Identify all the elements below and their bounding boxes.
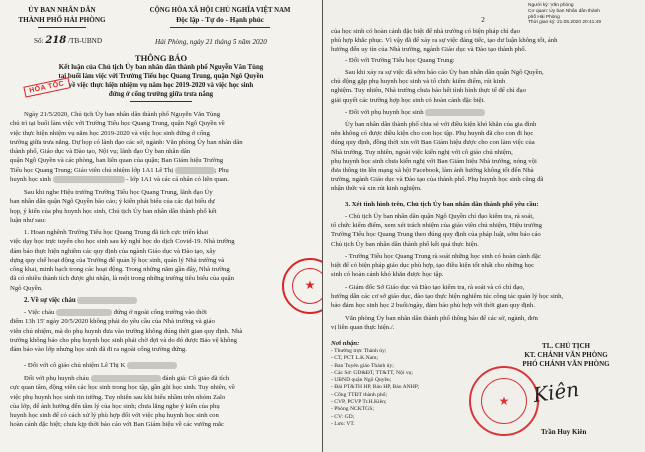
school-line: nghiệm. Tuy nhiên, Nhà trường chưa báo hết tình hình thực tế để chỉ đạo xyxy=(331,87,526,95)
sign-note-line: Thời gian ký: 21.05.2020 20:41:49 xyxy=(528,20,602,26)
section-2c-line: của lớp, để ảnh hưởng đến tâm lý của học sinh; chưa lắng nghe ý kiến của phụ xyxy=(10,402,220,410)
recipients-heading: Nơi nhận: xyxy=(331,340,360,347)
section-2-c xyxy=(10,374,314,430)
section-1-line: đảm bảo thực hiện nghiêm các quy định của ngành Giáo dục và Đào tạo, xây xyxy=(10,247,216,255)
section-3-b xyxy=(331,252,637,280)
signer-block xyxy=(491,342,641,370)
parent-heading xyxy=(345,108,635,118)
closing-line: Văn phòng Ủy ban nhân dân thành phố thông báo để các sở, ngành, đơn xyxy=(345,315,538,322)
page2-intro-line: hưởng đến uy tín của Nhà trường, ngành Giáo dục và Đào tạo thành phố. xyxy=(331,46,527,54)
school-line: giải quyết các trường hợp học sinh có hoàn cảnh đặc biệt. xyxy=(331,96,486,104)
section-1-line: đã có nhiều thành tích được ghi nhận, là một trong những trường tiêu biểu của quận xyxy=(10,275,234,283)
section-2c-line: hoàn cảnh đặc biệt; chưa kịp thời báo cáo với Ban Giám hiệu về các vướng mắc xyxy=(10,421,224,429)
seal-star-icon: ★ xyxy=(304,278,316,293)
intro-line: trường giữa trưa nắng. Dự họp có lãnh đạo các sở, ngành: Văn phòng Ủy ban nhân dân xyxy=(10,138,243,146)
recipient-item: - Đài PT&TH HP, Báo HP, Báo ANHP; xyxy=(331,384,420,391)
digital-signature-note xyxy=(528,3,643,26)
recipient-item: - Thường trực Thành ủy; xyxy=(331,348,387,354)
section-3b-line: - Trường Tiểu học Quang Trung rà soát những học sinh có hoàn cảnh đặc xyxy=(345,253,541,260)
school-heading: - Đối với Trường Tiểu học Quang Trung: xyxy=(345,57,455,64)
recipient-item: - CT, PCT L.K.Nam; xyxy=(331,355,379,362)
paragraph-conclusion-lead xyxy=(10,188,314,225)
paragraph-intro xyxy=(10,110,314,184)
redacted-name xyxy=(91,375,161,382)
school-paragraph xyxy=(331,68,637,105)
parent-line: nhận thức và xin rút kinh nghiệm. xyxy=(331,185,422,193)
recipients-block xyxy=(331,340,471,428)
motto-underline xyxy=(170,27,270,28)
recipient-item: - Ban Tuyên giáo Thành ủy; xyxy=(331,362,394,369)
intro-line: việc thực hiện nhiệm vụ năm học 2019-2020 và việc học sinh đứng ở cổng xyxy=(10,129,210,137)
section-3b-line: sinh có hoàn cảnh khó khăn được học tập. xyxy=(331,271,444,279)
signer-name: Trần Huy Kiên xyxy=(541,428,587,436)
section-1 xyxy=(10,228,314,293)
recipient-item: - CVP, PCVP Tr.H.Kiên; xyxy=(331,399,387,406)
section-3a-line: Trường Tiểu học Quang Trung theo đúng quy định của pháp luật, sớm báo cáo xyxy=(331,231,541,239)
handwritten-signature: Kiên xyxy=(531,376,581,408)
section-2a-text: đứng ở ngoài cổng trường vào thời xyxy=(113,309,207,316)
intro-text: Tiểu học Quang Trung; Giáo viên chủ nhiệm lớp 1A1 Lê Thị xyxy=(10,166,174,174)
issuer-line-1: ỦY BAN NHÂN DÂN xyxy=(28,6,96,14)
lead-line: ban nhân dân quận Ngô Quyền báo cáo; ý kiến phát biểu của các đại biểu dự xyxy=(10,198,215,206)
intro-text: - lớp 1A1 và các cá nhân có liên quan. xyxy=(126,176,229,184)
parent-line: nên không có được điều kiện cho con học tập. Phụ huynh đã cho con đi học xyxy=(331,130,534,138)
national-motto-2: Độc lập - Tự do - Hạnh phúc xyxy=(176,15,264,24)
redacted-name xyxy=(53,176,125,183)
intro-line: chủ trì tại buổi làm việc với Trường Tiểu học Quang Trung, quận Ngô Quyền về xyxy=(10,120,225,128)
section-3a-line: tổ chức kiểm điểm, xem xét trách nhiệm của giáo viên chủ nhiệm, Hiệu trưởng xyxy=(331,222,542,230)
redacted-name xyxy=(425,109,485,116)
recipient-item: - Lưu: VT. xyxy=(331,420,355,427)
urgent-stamp: HỎA TỐC xyxy=(23,77,70,97)
section-2-title: 2. Về sự việc cháu xyxy=(24,297,76,304)
doc-number-handwritten: 218 xyxy=(45,35,67,46)
school-line: Sau khi xảy ra sự việc đã sớm báo cáo Ủy ban nhân dân quận Ngô Quyền, xyxy=(345,69,544,76)
title-underline xyxy=(130,101,192,102)
section-2c-line: cực quan tâm, động viên các học sinh trong học tập, gần gũi học sinh. Tuy nhiên, về xyxy=(10,384,235,392)
subtitle-line-1: Kết luận của Chủ tịch Ủy ban nhân dân thành phố Nguyễn Văn Tùng xyxy=(58,64,264,71)
issuer-underline xyxy=(38,27,86,28)
section-2a-line xyxy=(10,308,314,317)
parent-line: đúng quy định, đồng thời xin với Ban Giám hiệu được cho con làm việc của xyxy=(331,139,535,147)
parent-line: trường, ngành Giáo dục và Đào tạo của thành phố. Phụ huynh học sinh cũng đã xyxy=(331,176,544,184)
page2-intro xyxy=(331,27,637,55)
section-2-a xyxy=(10,308,314,354)
sign-note-line: Người ký: Văn phòng xyxy=(528,3,574,8)
subtitle-line-4: đứng ở cổng trường giữa trưa nắng xyxy=(108,91,214,98)
section-2c-text: đánh giá: Cô giáo đã tích xyxy=(162,375,230,382)
issuer-header xyxy=(6,6,118,25)
signer-line: KT. CHÁNH VĂN PHÒNG xyxy=(524,351,608,360)
page2-intro-line: của học sinh có hoàn cảnh đặc biệt để nhà trường có biện pháp chỉ đạo xyxy=(331,28,520,35)
document-title: THÔNG BÁO xyxy=(134,53,188,63)
doc-number-prefix: Số: xyxy=(34,37,44,45)
section-3b-line: biệt để có biện pháp giáo dục phù hợp, tạo điều kiện tốt nhất cho những học xyxy=(331,262,535,270)
intro-line xyxy=(10,166,314,175)
section-2-b xyxy=(24,361,314,371)
recipient-item: - CV: GD; xyxy=(331,413,355,420)
section-2a-line: viên chủ nhiệm, mà do phụ huynh đưa vào trường không đúng thời gian quy định. Nhà xyxy=(10,327,243,335)
document-number xyxy=(34,36,124,47)
parent-paragraph xyxy=(331,120,637,194)
section-1-line: dựng quy chế hoạt động của Trường để quản lý học sinh, quản lý Nhà trường và xyxy=(10,256,225,264)
document-page-1 xyxy=(0,0,322,452)
national-motto-1: CỘNG HÒA XÃ HỘI CHỦ NGHĨA VIỆT NAM xyxy=(149,7,291,14)
section-2a-line: trường không báo cho phụ huynh học sinh phải chờ đợi và do đó được Bảo vệ không xyxy=(10,336,238,344)
intro-line: quận Ngô Quyền và các phòng, ban liên quan của quận; Ban Giám hiệu Trường xyxy=(10,157,224,165)
intro-line xyxy=(10,175,314,184)
redacted-name xyxy=(175,167,215,174)
section-1-line: 1. Hoan nghênh Trường Tiểu học Quang Trung đã tích cực triển khai xyxy=(24,229,209,236)
closing-line: vị liên quan thực hiện./. xyxy=(331,324,395,332)
place-date: Hải Phòng, ngày 21 tháng 5 năm 2020 xyxy=(155,38,267,46)
sign-note-line: phố Hải Phòng xyxy=(528,14,560,20)
section-3-a xyxy=(331,212,637,249)
section-3a-line: - Chủ tịch Ủy ban nhân dân quận Ngô Quyền chỉ đạo kiểm tra, rà soát, xyxy=(345,213,534,220)
signer-line: TL. CHỦ TỊCH xyxy=(542,342,590,350)
recipient-item: - UBND quận Ngô Quyền; xyxy=(331,377,392,384)
section-2-heading xyxy=(24,296,314,306)
subtitle-line-3: về việc thực hiện nhiệm vụ năm học 2019-2020 và việc học sinh xyxy=(68,82,254,89)
redacted-name xyxy=(127,362,177,369)
official-red-seal-page-2 xyxy=(469,366,539,436)
subtitle-line-2: tại buổi làm việc với Trường Tiểu học Quang Trung, quận Ngô Quyền xyxy=(58,73,264,80)
intro-text: huynh học sinh xyxy=(10,176,51,184)
national-header xyxy=(122,6,318,25)
section-3c-line: bảo đảm học sinh học 2 buổi/ngày, đảm bảo phù hợp với thời gian quy định. xyxy=(331,302,535,310)
document-page-2 xyxy=(323,0,645,452)
section-2c-text: Đối với phụ huynh cháu xyxy=(24,375,89,382)
recipients-list xyxy=(331,348,471,428)
parent-line: Ủy ban nhân dân thành phố chia sẻ với điều kiện khó khăn của gia đình xyxy=(345,121,537,128)
redacted-name xyxy=(77,297,137,304)
seal-star-icon: ★ xyxy=(498,393,510,408)
lead-line: Sau khi nghe Hiệu trưởng Trường Tiểu học Quang Trung, lãnh đạo Ủy xyxy=(24,189,213,196)
section-1-line: công khai, minh bạch trong các hoạt động. Trong những năm gần đây, Nhà trường xyxy=(10,266,230,274)
intro-line: thành phố, Giáo dục và Đào tạo, Nội vụ; lãnh đạo Ủy ban nhân dân xyxy=(10,148,191,156)
section-3c-line: hướng dẫn các cơ sở giáo dục, đào tạo thực hiện nghiêm túc công tác quản lý học sinh, xyxy=(331,293,564,301)
parent-line: đưa thông tin lên mạng xã hội Facebook, làm ảnh hưởng không tốt đến Nhà xyxy=(331,167,534,175)
parent-line: Nhà trường. Tuy nhiên, ngoài việc kiến nghị với cô giáo chủ nhiệm, xyxy=(331,148,513,156)
recipient-item: - Cổng TTĐT thành phố; xyxy=(331,391,388,398)
sign-note-line: Cơ quan: Ủy ban Nhân dân thành xyxy=(528,8,600,14)
section-2a-line: đảm bảo vào lớp nhưng học sinh đã đi ra ngoài cổng trường đứng. xyxy=(10,346,187,354)
section-3-heading: 3. Xét tình hình trên, Chủ tịch Ủy ban nhân dân thành phố yêu cầu: xyxy=(345,201,539,208)
section-1-line: Ngô Quyền. xyxy=(10,284,43,292)
recipient-item: - Các Sở: GD&ĐT, TT&TT, Nội vụ; xyxy=(331,369,413,376)
section-1-line: việc dạy học trực tuyến cho học sinh sau kỳ nghỉ học do dịch Covid-19. Nhà trường xyxy=(10,238,235,246)
intro-tail: ; Phụ xyxy=(214,166,229,174)
signer-line: PHÓ CHÁNH VĂN PHÒNG xyxy=(522,360,610,369)
redacted-name xyxy=(56,309,112,316)
section-2a-text: - Việc cháu xyxy=(24,309,55,316)
closing-paragraph xyxy=(331,314,637,332)
lead-line: họp, ý kiến của phụ huynh học sinh, Chủ tịch Ủy ban nhân dân thành phố kết xyxy=(10,207,217,215)
intro-line: Ngày 21/5/2020, Chủ tịch Ủy ban nhân dân thành phố Nguyễn Văn Tùng xyxy=(24,111,221,118)
doc-number-suffix: /TB-UBND xyxy=(68,37,103,45)
page2-intro-line: phù hợp khắc phục. Vì vậy đã để xảy ra sự việc đáng tiếc, tạo dư luận không tốt, ảnh xyxy=(331,37,558,45)
section-3a-line: Chủ tịch Ủy ban nhân dân thành phố kết quả thực hiện. xyxy=(331,240,479,248)
lead-line: luận như sau: xyxy=(10,216,46,224)
section-3c-line: - Giám đốc Sở Giáo dục và Đào tạo kiểm tra, rà soát và có chỉ đạo, xyxy=(345,284,525,291)
parent-heading-text: - Đối với phụ huynh học sinh xyxy=(345,109,424,116)
section-3-c xyxy=(331,283,637,311)
recipient-item: - Phòng NCKTGS; xyxy=(331,406,374,413)
issuer-line-2: THÀNH PHỐ HẢI PHÒNG xyxy=(18,15,106,24)
section-2c-line xyxy=(10,374,314,383)
section-2c-line: việc phụ huynh học sinh tin tưởng. Tuy nhiên sau khi hiểu nhầm trên nhóm Zalo xyxy=(10,393,226,401)
section-2c-line: huynh học sinh để có cách xử lý phù hợp đối với việc phụ huynh học sinh con xyxy=(10,412,219,420)
school-line: chủ động gặp phụ huynh học sinh và tổ chức kiểm điểm, rút kinh xyxy=(331,78,506,86)
section-2a-line: điểm 13h 15' ngày 20/5/2020 không phải do yêu cầu của Nhà trường và giáo xyxy=(10,318,215,326)
section-2b-text: - Đối với cô giáo chủ nhiệm Lê Thị K xyxy=(24,362,126,369)
parent-line: phụ huynh học sinh chưa kiến nghị với Ban Giám hiệu Nhà trường, nóng vội xyxy=(331,157,537,165)
page-number: 2 xyxy=(481,16,485,24)
